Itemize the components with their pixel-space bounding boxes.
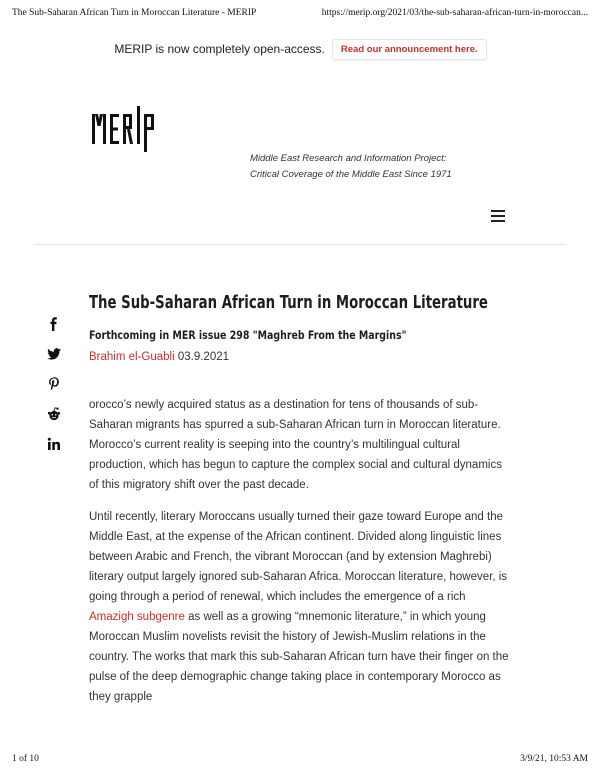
article-title: The Sub-Saharan African Turn in Moroccan Literature bbox=[89, 292, 488, 313]
print-datetime: 3/9/21, 10:53 AM bbox=[520, 754, 588, 764]
author-link[interactable]: Brahim el-Guabli bbox=[89, 351, 175, 363]
paragraph-2 bbox=[89, 507, 509, 707]
amazigh-subgenre-link[interactable]: Amazigh subgenre bbox=[89, 611, 185, 623]
pinterest-icon[interactable] bbox=[46, 376, 62, 392]
facebook-icon[interactable] bbox=[46, 316, 62, 332]
announcement-message: MERIP is now completely open-access. bbox=[114, 42, 325, 56]
print-page-url: https://merip.org/2021/03/the-sub-saharan-african-turn-in-moroccan... bbox=[321, 8, 588, 18]
announcement-button[interactable]: Read our announcement here. bbox=[333, 40, 486, 59]
tagline-line-2: Critical Coverage of the Middle East Since 1971 bbox=[250, 169, 452, 180]
publish-date: 03.9.2021 bbox=[177, 351, 230, 363]
byline bbox=[89, 351, 229, 363]
print-header bbox=[12, 8, 588, 22]
merip-logo[interactable] bbox=[92, 106, 164, 152]
twitter-icon[interactable] bbox=[46, 346, 62, 362]
paragraph-2-text-b: as well as a growing “mnemonic literature,” in which young Moroccan Muslim novelists revisit the history of Jewish-Muslim relations in the country. The works that mark this sub-Saharan African turn have their finger on the pulse of the deep demographic change taking place in contemporary Morocco as they grapple bbox=[89, 611, 509, 703]
print-footer bbox=[12, 754, 588, 766]
hamburger-menu-icon[interactable] bbox=[491, 210, 505, 222]
reddit-icon[interactable] bbox=[46, 406, 62, 422]
share-bar bbox=[46, 316, 62, 466]
header-divider bbox=[34, 244, 566, 245]
site-tagline bbox=[250, 151, 452, 183]
paragraph-1: orocco’s newly acquired status as a destination for tens of thousands of sub-Saharan migrants has spurred a sub-Saharan African turn in Moroccan literature. Morocco’s current reality is seeping into the country’s multilingual cultural production, which has begun to capture the complex social and cultural dynamics of this migratory shift over the past decade. bbox=[89, 399, 502, 491]
tagline-line-1: Middle East Research and Information Project: bbox=[250, 153, 447, 164]
linkedin-icon[interactable] bbox=[46, 436, 62, 452]
announcement-bar bbox=[0, 38, 600, 60]
article-body bbox=[89, 395, 509, 719]
paragraph-2-text-a: Until recently, literary Moroccans usually turned their gaze toward Europe and the Middle East, at the expense of the African continent. Divided along linguistic lines between Arabic and French, the vibrant Moroccan (and by extension Maghrebi) literary output largely ignored sub-Saharan Africa. Moroccan literature, however, is going through a period of renewal, which includes the emergence of a rich bbox=[89, 511, 508, 603]
print-page-title: The Sub-Saharan African Turn in Moroccan Literature - MERIP bbox=[12, 8, 257, 18]
print-page-number: 1 of 10 bbox=[12, 754, 39, 764]
issue-label: Forthcoming in MER issue 298 "Maghreb From the Margins" bbox=[89, 328, 407, 342]
